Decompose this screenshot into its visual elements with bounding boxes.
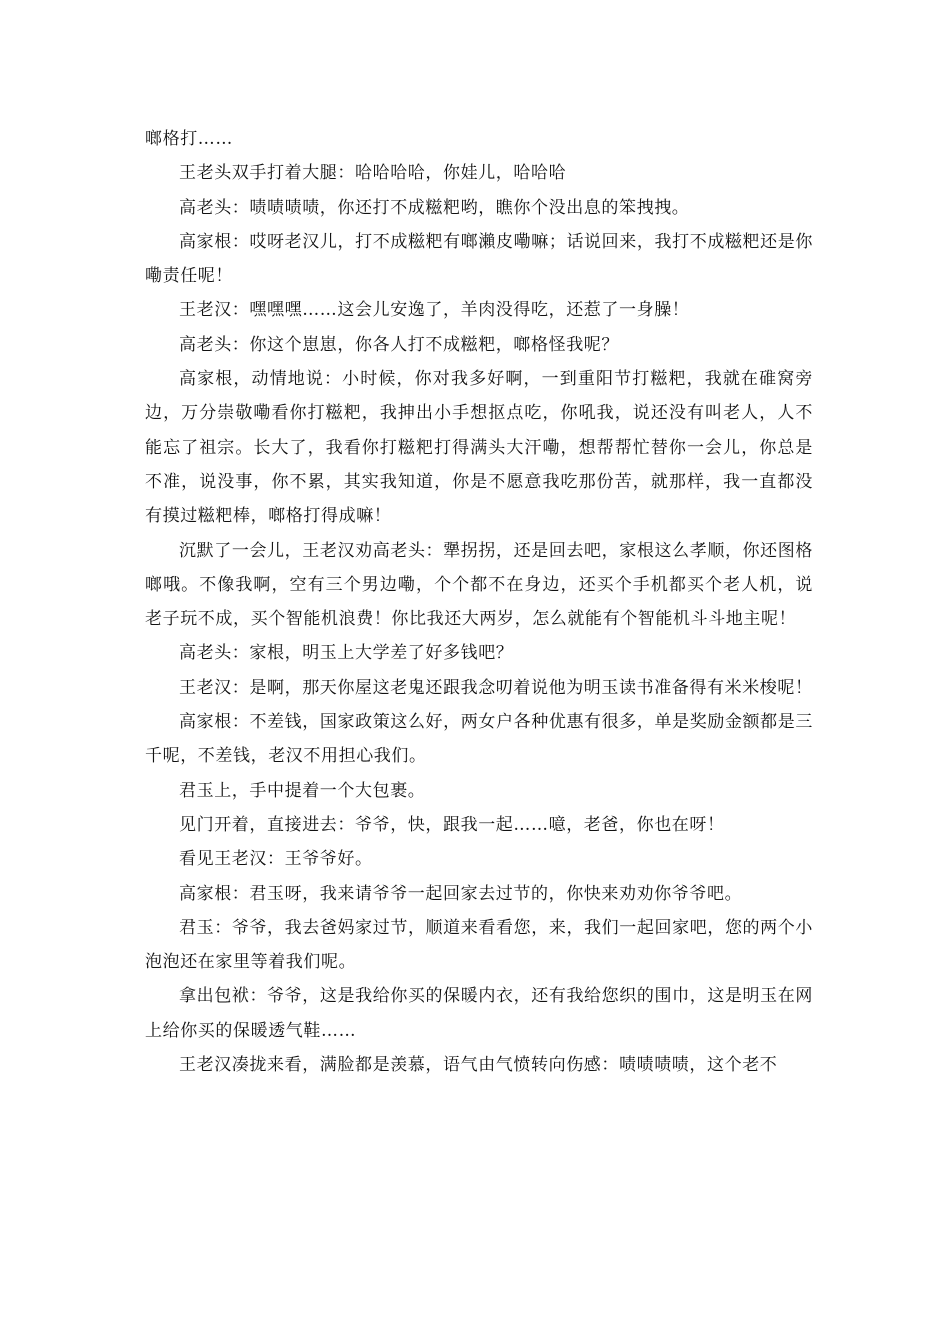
dialogue-line: 高老头：家根，明玉上大学差了好多钱吧？ [179,643,514,664]
dialogue-line: 王老汉凑拢来看，满脸都是羡慕，语气由气愤转向伤感：啧啧啧啧，这个老不 [179,1055,778,1076]
document-page [145,122,813,1082]
stage-direction: 君玉上，手中提着一个大包裹。 [179,780,426,801]
dialogue-line: 看见王老汉：王爷爷好。 [179,849,373,870]
dialogue-line: 高老头：你这个崽崽，你各人打不成糍粑，啷格怪我呢？ [179,334,619,355]
dialogue-line: 高老头：啧啧啧啧，你还打不成糍粑哟，瞧你个没出息的笨拽拽。 [179,197,690,218]
dialogue-line: 王老汉：是啊，那天你屋这老鬼还跟我念叨着说他为明玉读书准备得有米米梭呢！ [179,677,813,698]
dialogue-line: 高家根：不差钱，国家政策这么好，两女户各种优惠有很多，单是奖励金额都是三千呢，不差钱，老汉不用担心我们。 [145,712,813,767]
dialogue-line: 高家根：哎呀老汉儿，打不成糍粑有啷瀨皮嘞嘛；话说回来，我打不成糍粑还是你嘞责任呢！ [145,231,813,287]
dialogue-line: 见门开着，直接进去：爷爷，快，跟我一起……噫，老爸，你也在呀！ [179,814,725,835]
dialogue-line: 拿出包袱：爷爷，这是我给你买的保暖内衣，还有我给您织的围巾，这是明玉在网上给你买的保暖透气鞋…… [145,986,813,1041]
dialogue-line: 高家根，动情地说：小时候，你对我多好啊，一到重阳节打糍粑，我就在碓窝旁边，万分崇敬嘞看你打糍粑，我抻出小手想抠点吃，你吼我，说还没有叫老人，人不能忘了祖宗。长大了，我看你打糍粑打得满头大汗嘞，想帮帮忙替你一会儿，你总是不准，说没事，你不累，其实我知道，你是不愿意我吃那份苦，就那样，我一直都没有摸过糍粑棒，啷格打得成嘛！ [145,369,813,527]
dialogue-line: 王老头双手打着大腿：哈哈哈哈，你娃儿，哈哈哈 [179,163,567,184]
dialogue-line: 高家根：君玉呀，我来请爷爷一起回家去过节的，你快来劝劝你爷爷吧。 [179,883,743,904]
dialogue-line: 君玉：爷爷，我去爸妈家过节，顺道来看看您，来，我们一起回家吧，您的两个小泡泡还在家里等着我们呢。 [145,917,813,973]
paragraph-continuation: 啷格打…… [145,129,233,149]
dialogue-line: 王老汉：嘿嘿嘿……这会儿安逸了，羊肉没得吃，还惹了一身臊！ [179,300,690,321]
dialogue-line: 沉默了一会儿，王老汉劝高老头：犟拐拐，还是回去吧，家根这么孝顺，你还图格啷哦。不像我啊，空有三个男边嘞，个个都不在身边，还买个手机都买个老人机，说老子玩不成，买个智能机浪费！你比我还大两岁，怎么就能有个智能机斗斗地主呢！ [145,540,813,630]
